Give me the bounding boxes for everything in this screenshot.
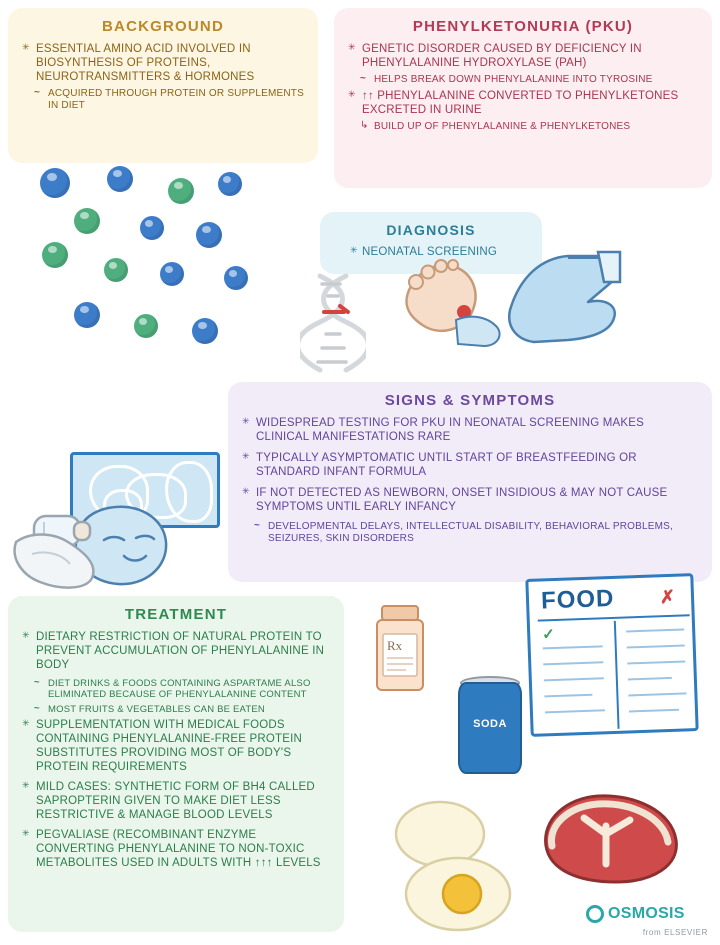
list-item: ✳ ↑↑ PHENYLALANINE CONVERTED TO PHENYLKETONES EXCRETED IN URINE — [348, 89, 698, 117]
molecule-blue — [40, 168, 70, 198]
pill-bottle-label: Rx — [387, 638, 403, 653]
molecule-blue — [218, 172, 242, 196]
food-list-line — [628, 677, 672, 681]
background-panel-title: BACKGROUND — [102, 18, 224, 35]
signs-symptoms-bullet-list — [242, 416, 698, 545]
divider — [614, 621, 620, 729]
pill-bottle-icon — [372, 604, 434, 692]
phenylketonuria-panel — [334, 8, 712, 188]
soda-can-illustration — [458, 674, 522, 780]
pku-bullet-list — [348, 42, 698, 133]
food-list-line — [545, 709, 605, 713]
list-item: ✳ ESSENTIAL AMINO ACID INVOLVED IN BIOSYNTHESIS OF PROTEINS, NEUROTRANSMITTERS & HORMONES — [22, 42, 304, 84]
signs-symptoms-panel-title: SIGNS & SYMPTOMS — [384, 392, 556, 409]
molecule-blue — [160, 262, 184, 286]
treatment-panel-title: TREATMENT — [124, 606, 228, 623]
food-list-line — [544, 694, 592, 698]
molecule-blue — [74, 302, 100, 328]
signs-and-symptoms-panel — [228, 382, 712, 582]
treatment-bullet-list — [22, 630, 330, 870]
list-item: ~ HELPS BREAK DOWN PHENYLALANINE INTO TYROSINE — [348, 74, 698, 86]
molecule-blue — [107, 166, 133, 192]
soda-can-label: SODA — [473, 718, 507, 730]
dna-helix-icon — [300, 272, 366, 374]
food-list-clipboard — [525, 573, 698, 737]
treatment-panel — [8, 596, 344, 932]
eggs-illustration — [392, 798, 516, 932]
list-item: ✳ IF NOT DETECTED AS NEWBORN, ONSET INSIDIOUS & MAY NOT CAUSE SYMPTOMS UNTIL EARLY INFANCY — [242, 486, 698, 514]
list-item: ✳ GENETIC DISORDER CAUSED BY DEFICIENCY IN PHENYLALANINE HYDROXYLASE (PAH) — [348, 42, 698, 70]
background-bullet-list — [22, 42, 304, 112]
molecule-green — [134, 314, 158, 338]
list-item: ↳ BUILD UP OF PHENYLALANINE & PHENYLKETONES — [348, 121, 698, 133]
food-list-line — [628, 692, 686, 696]
list-item: ✳ MILD CASES: SYNTHETIC FORM OF BH4 CALLED SAPROPTERIN GIVEN TO MAKE DIET LESS RESTRICTIVE & MANAGE BLOOD LEVELS — [22, 780, 330, 822]
molecule-blue — [192, 318, 218, 344]
list-item: ✳ PEGVALIASE (RECOMBINANT ENZYME CONVERTING PHENYLALANINE TO NON-TOXIC METABOLITES USED IN ADULTS WITH ↑↑↑ LEVELS — [22, 828, 330, 870]
list-item: ✳ SUPPLEMENTATION WITH MEDICAL FOODS CONTAINING PHENYLALANINE-FREE PROTEIN SUBSTITUTES PROVIDING MOST OF BODY'S PROTEIN REQUIREMENTS — [22, 718, 330, 774]
food-list-title: FOOD — [540, 584, 615, 615]
food-list-line — [627, 660, 685, 664]
list-item: ✳ TYPICALLY ASYMPTOMATIC UNTIL START OF BREASTFEEDING OR STANDARD INFANT FORMULA — [242, 451, 698, 479]
molecule-green — [104, 258, 128, 282]
check-icon: ✓ — [541, 625, 556, 644]
molecule-green — [168, 178, 194, 204]
list-item: ✳ NEONATAL SCREENING — [334, 245, 528, 259]
food-list-line — [543, 661, 603, 665]
list-item: ~ DIET DRINKS & FOODS CONTAINING ASPARTAME ALSO ELIMINATED BECAUSE OF PHENYLALANINE CONTENT — [22, 678, 330, 701]
molecule-green — [74, 208, 100, 234]
osmosis-logo — [586, 897, 710, 937]
list-item: ~ ACQUIRED THROUGH PROTEIN OR SUPPLEMENTS IN DIET — [22, 88, 304, 112]
pku-panel-title: PHENYLKETONURIA (PKU) — [412, 18, 634, 35]
molecule-blue — [196, 222, 222, 248]
list-item: ~ DEVELOPMENTAL DELAYS, INTELLECTUAL DISABILITY, BEHAVIORAL PROBLEMS, SEIZURES, SKIN DISORDERS — [242, 521, 698, 545]
newborn-feeding-illustration — [12, 498, 194, 592]
steak-illustration — [536, 790, 682, 886]
diagnosis-panel-title: DIAGNOSIS — [386, 222, 476, 238]
molecule-blue — [140, 216, 164, 240]
heel-prick-illustration — [392, 236, 622, 366]
list-item: ~ MOST FRUITS & VEGETABLES CAN BE EATEN — [22, 704, 330, 715]
molecule-blue — [224, 266, 248, 290]
food-list-line — [626, 628, 684, 632]
list-item: ✳ DIETARY RESTRICTION OF NATURAL PROTEIN TO PREVENT ACCUMULATION OF PHENYLALANINE IN BODY — [22, 630, 330, 672]
background-panel — [8, 8, 318, 163]
food-list-line — [544, 677, 604, 681]
food-list-line — [543, 645, 603, 649]
osmosis-logo-subtext: from ELSEVIER — [642, 928, 708, 937]
molecule-green — [42, 242, 68, 268]
cross-icon: ✗ — [659, 586, 676, 608]
food-list-line — [627, 644, 685, 648]
osmosis-logo-text: OSMOSIS — [608, 905, 685, 922]
food-list-line — [629, 709, 679, 713]
list-item: ✳ WIDESPREAD TESTING FOR PKU IN NEONATAL SCREENING MAKES CLINICAL MANIFESTATIONS RARE — [242, 416, 698, 444]
